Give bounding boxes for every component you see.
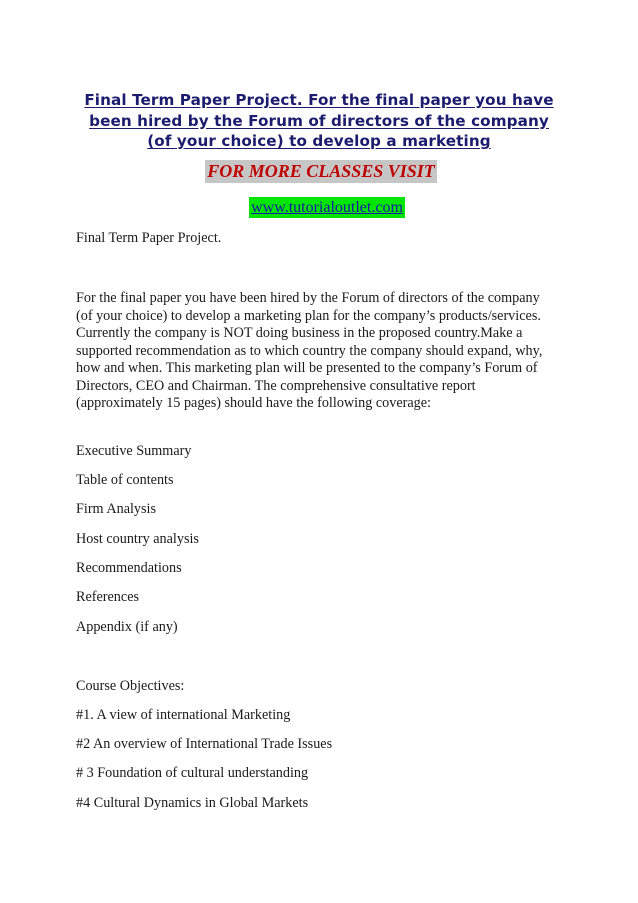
website-link-row: [0, 197, 638, 218]
objective-item: # 3 Foundation of cultural understanding: [76, 765, 309, 781]
coverage-item: Appendix (if any): [76, 619, 178, 635]
objectives-heading: Course Objectives:: [76, 678, 185, 694]
coverage-item: Firm Analysis: [76, 501, 157, 517]
coverage-item: Table of contents: [76, 472, 174, 488]
promo-text: FOR MORE CLASSES VISIT: [207, 161, 435, 181]
promo-banner: [0, 160, 638, 183]
objective-item: #1. A view of international Marketing: [76, 707, 291, 723]
coverage-item: Host country analysis: [76, 531, 199, 547]
page-title: Final Term Paper Project. For the final paper you have been hired by the Forum of directors of the company (of your choice) to develop a marketing: [84, 91, 554, 150]
objective-item: #2 An overview of International Trade Issues: [76, 736, 333, 752]
intro-heading: Final Term Paper Project.: [76, 230, 222, 246]
objective-item: #4 Cultural Dynamics in Global Markets: [76, 795, 309, 811]
coverage-item: Executive Summary: [76, 443, 192, 459]
coverage-item: Recommendations: [76, 560, 182, 576]
body-paragraph: For the final paper you have been hired by the Forum of directors of the company (of your choice) to develop a marketing plan for the company’s products/services. Currently the company is NOT doing business in the proposed country.Make a supported recommendation as to which country the company should expand, why, how and when. This marketing plan will be presented to the company’s Forum of Directors, CEO and Chairman. The comprehensive consultative report (approximately 15 pages) should have the following coverage:: [76, 290, 543, 411]
coverage-item: References: [76, 589, 140, 605]
website-link[interactable]: www.tutorialoutlet.com: [251, 199, 403, 216]
